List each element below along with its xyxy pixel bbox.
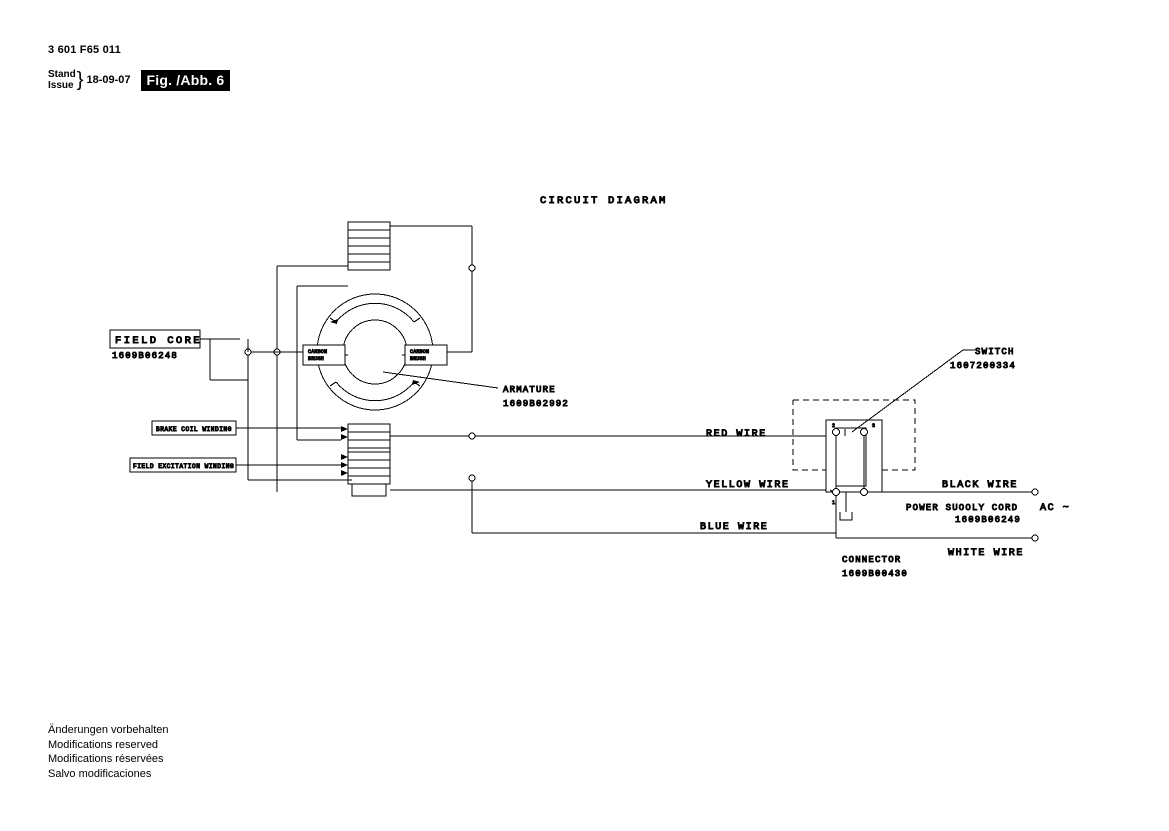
footer-line-de: Änderungen vorbehalten [48,724,169,736]
white-wire-label: WHITE WIRE [948,548,1025,559]
armature-part-number: 1609B02992 [503,399,570,409]
carbon-brush-left-label-line1: CARBON [308,349,328,355]
red-wire-label: RED WIRE [706,429,767,440]
terminal-2-label: 2 [832,423,836,429]
connector-label: CONNECTOR [842,555,902,565]
black-wire-label: BLACK WIRE [942,480,1019,491]
armature-label: ARMATURE [503,385,556,395]
switch-label: SWITCH [975,347,1015,357]
yellow-wire-label: YELLOW WIRE [706,480,790,491]
issue-date: 18-09-07 [86,74,131,86]
field-core-label: FIELD CORE [115,335,203,347]
brake-coil-winding-label: BRAKE COIL WINDING [156,426,232,433]
field-excitation-winding-label: FIELD EXCITATION WINDING [133,463,235,470]
switch-part-number: 1607200334 [950,361,1017,371]
ac-mark-label: AC ~ [1040,503,1071,514]
carbon-brush-right-label-line2: BRUSH [410,356,427,362]
footer-line-en: Modifications reserved [48,738,159,751]
figure-badge: Fig. /Abb. 6 [141,70,231,91]
terminal-1-label: 1 [832,500,836,506]
connector-part-number: 1609B00430 [842,569,909,579]
document-number: 3 601 F65 011 [48,44,121,56]
carbon-brush-right-label-line1: CARBON [410,349,430,355]
power-supply-cord-part-number: 1609B06249 [955,515,1022,525]
stand-label: Stand [48,69,76,80]
footer-line-fr: Modifications réservées [48,753,164,765]
footer-line-es: Salvo modificaciones [48,767,152,780]
carbon-brush-left-label-line2: BRUSH [308,356,325,362]
issue-label: Issue [48,80,74,91]
field-core-part-number: 1609B06248 [112,351,179,361]
power-supply-cord-label: POWER SUOOLY CORD [906,503,1019,513]
document-footer [48,723,168,781]
blue-wire-label: BLUE WIRE [700,522,769,533]
diagram-title: CIRCUIT DIAGRAM [540,195,668,207]
terminal-3-label: 3 [872,423,876,429]
brace-glyph: } [76,69,84,91]
